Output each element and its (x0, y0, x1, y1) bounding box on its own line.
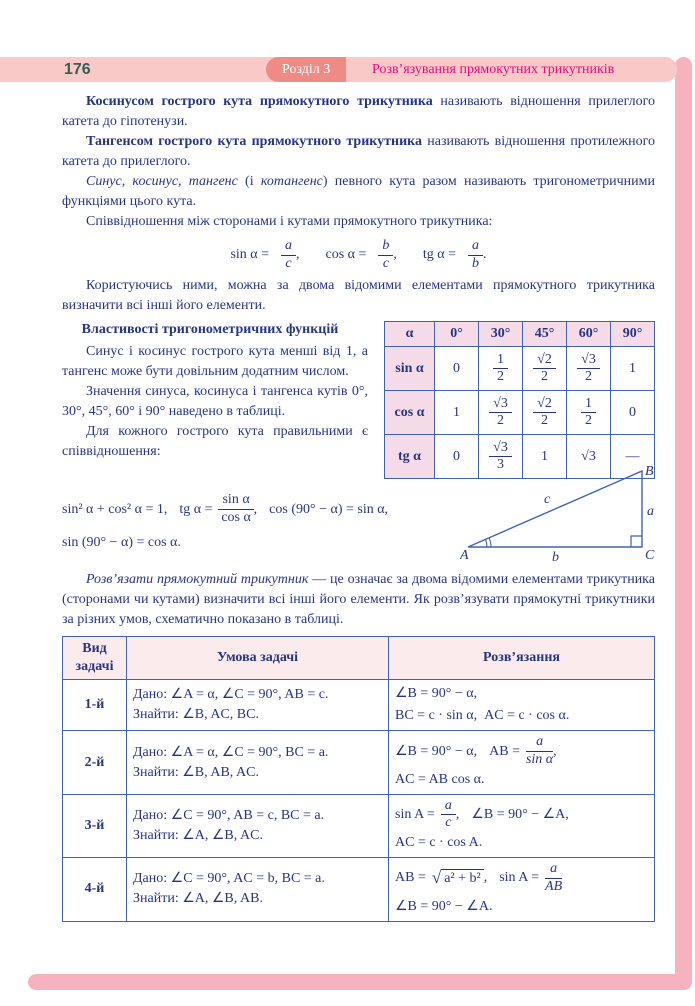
separator: , (455, 806, 460, 822)
solution-text: ∠B = 90° − α, (395, 686, 478, 702)
trig-header-cell: α (385, 322, 435, 347)
trig-row-label: tg α (385, 435, 435, 479)
trig-ratio-formulas (62, 239, 655, 271)
find-line: Знайти: ∠A, ∠B, AB. (133, 891, 263, 907)
solution-text: ∠B = 90° − ∠A. (395, 898, 493, 914)
trig-header-cell: 90° (611, 322, 655, 347)
side-label-b: b (552, 550, 559, 564)
trig-cell: 1 (611, 347, 655, 391)
side-label-a: a (647, 504, 654, 520)
trig-header-row (385, 322, 655, 347)
solution-text: AB = (395, 870, 426, 886)
task-row-4 (63, 858, 655, 921)
find-line: Знайти: ∠B, AC, BC. (133, 707, 259, 723)
identities-text (62, 483, 460, 559)
right-angle-mark (631, 536, 642, 547)
properties-paragraph-3: Для кожного гострого кута правильними є співвідношення: (62, 424, 368, 460)
solution-text: sin A = (395, 806, 435, 822)
given-line: Дано: ∠C = 90°, AC = b, BC = a. (133, 871, 325, 887)
two-column-section (62, 319, 655, 479)
solution-text: AC = c · cos A. (395, 835, 483, 851)
separator: , (253, 501, 258, 517)
identity-tg-lhs: tg α = (179, 501, 213, 517)
sin-formula-lhs: sin α = (230, 247, 270, 263)
page-number: 176 (64, 61, 91, 78)
separator: , (483, 870, 488, 886)
task-condition (127, 858, 389, 921)
identities-line-2 (62, 533, 460, 553)
trig-sin-row (385, 347, 655, 391)
trig-row-label: cos α (385, 391, 435, 435)
definition-term: Косинусом гострого кута прямокутного трикутника (86, 94, 433, 109)
solution-text: AC = AB cos α. (395, 771, 485, 787)
text: (і (237, 174, 261, 189)
chapter-title: Розв’язування прямокутних трикутників (372, 62, 615, 77)
radical-sign: √ (431, 868, 442, 888)
trig-values-table (384, 321, 655, 479)
identity-tg-fraction: $\frac{\text{sin α}}{\text{cos α}}$ (218, 493, 253, 525)
trig-cell: $\frac{√2}{2}$ (523, 391, 567, 435)
task-solution (389, 794, 655, 857)
paragraph-cosine-definition (62, 92, 655, 132)
cos-fraction: $\frac{b}{c}$ (378, 239, 393, 271)
vertex-label-C: C (645, 548, 655, 564)
page-header (0, 57, 677, 82)
given-line: Дано: ∠A = α, ∠C = 90°, BC = a. (133, 744, 329, 760)
tasks-header-row (63, 637, 655, 680)
solution-text: ∠B = 90° − ∠A, (471, 806, 569, 822)
triangle-figure-wrap (460, 463, 655, 570)
tasks-header-solution: Розв’язання (389, 637, 655, 680)
text: ) певного кута разом називають тригонометричними функціями цього кута. (62, 174, 655, 209)
page-bottom-bar (28, 974, 692, 990)
page-content (62, 92, 655, 922)
task-solution (389, 731, 655, 794)
find-line: Знайти: ∠B, AB, AC. (133, 764, 259, 780)
trig-cell: 0 (611, 391, 655, 435)
solution-text: AB = (489, 743, 520, 759)
trig-table-column (368, 319, 655, 479)
trig-cell: 1 (523, 435, 567, 479)
vertex-label-A: A (460, 548, 469, 564)
solution-fraction: $\frac{a}{c}$ (441, 799, 456, 831)
identity-cofunction-sin: sin (90° − α) = cos α. (62, 534, 181, 550)
term-italic: котангенс (260, 174, 323, 189)
paragraph-ratios-lead: Співвідношення між сторонами і кутами прямокутного трикутника: (86, 214, 493, 229)
trig-cell: $\frac{√3}{2}$ (479, 391, 523, 435)
trig-header-cell: 45° (523, 322, 567, 347)
side-label-c: c (544, 492, 551, 508)
cos-formula-lhs: cos α = (325, 247, 367, 263)
tg-fraction: $\frac{a}{b}$ (468, 239, 483, 271)
angle-arc-outer (489, 538, 491, 547)
task-kind: 2-й (63, 731, 127, 794)
properties-paragraph-1: Синус і косинус гострого кута менші від 1, а тангенс може бути довільним додатним числом. (62, 344, 368, 380)
solution-text: ∠B = 90° − α, (395, 743, 478, 759)
trig-header-cell: 30° (479, 322, 523, 347)
task-solution (389, 858, 655, 921)
find-line: Знайти: ∠A, ∠B, AC. (133, 827, 263, 843)
solve-text: — це означає за двома відомими елементами трикутника (сторонами чи кутами) визначити всі інші його елементи. Як розв’язувати прямокутні трикутники за різних умов, схематично показано в таблиці. (62, 572, 655, 628)
definition-text: називають відношення прилеглого катета до гіпотенузи. (62, 94, 655, 129)
separator: , (296, 247, 300, 263)
term-italic: Синус, косинус, тангенс (86, 174, 238, 189)
paragraph-tangent-definition (62, 132, 655, 172)
separator: , (553, 743, 557, 759)
solution-text: BC = c · sin α, AC = c · cos α. (395, 708, 570, 724)
solution-text: sin A = (499, 870, 540, 886)
solve-term-italic: Розв’язати прямокутний трикутник (86, 572, 309, 588)
task-kind: 1-й (63, 680, 127, 731)
trig-cell: 1 (435, 391, 479, 435)
definition-term: Тангенсом гострого кута прямокутного трикутника (86, 134, 423, 149)
square-root-expression: √ a² + b² (432, 869, 484, 887)
trig-header-cell: 0° (435, 322, 479, 347)
paragraph-using-ratios: Користуючись ними, можна за двома відомими елементами прямокутного трикутника визначити всі інші його елементи. (62, 278, 655, 314)
trig-cell: $\frac{√3}{2}$ (567, 347, 611, 391)
definition-text: називають відношення протилежного катета до прилеглого. (62, 134, 655, 169)
trig-cell: $\frac{√2}{2}$ (523, 347, 567, 391)
task-row-3 (63, 794, 655, 857)
trig-cell: $\frac{1}{2}$ (567, 391, 611, 435)
trig-cell: — (611, 435, 655, 479)
separator: , (393, 247, 397, 263)
triangle-outline (468, 471, 642, 547)
page-edge-bar (675, 57, 692, 987)
angle-arc-inner (485, 540, 487, 548)
properties-column (62, 319, 368, 479)
separator: . (483, 247, 487, 263)
right-triangle-figure (460, 463, 655, 563)
tasks-header-kind: Вид задачі (63, 637, 127, 680)
sin-fraction: $\frac{a}{c}$ (281, 239, 296, 271)
task-condition (127, 680, 389, 731)
identities-section (62, 464, 655, 570)
identities-line-1 (62, 493, 460, 525)
properties-paragraph-2: Значення синуса, косинуса і тангенса кутів 0°, 30°, 45°, 60° і 90° наведено в таблиці. (62, 384, 368, 420)
task-kind: 4-й (63, 858, 127, 921)
solution-fraction: $\frac{a}{AB}$ (545, 861, 563, 894)
trig-cell: $\frac{1}{2}$ (479, 347, 523, 391)
task-row-2 (63, 731, 655, 794)
given-line: Дано: ∠C = 90°, AB = c, BC = a. (133, 807, 325, 823)
trig-row-label: sin α (385, 347, 435, 391)
trig-cell: 0 (435, 347, 479, 391)
task-condition (127, 794, 389, 857)
task-kind: 3-й (63, 794, 127, 857)
solution-fraction: $\frac{a}{\text{sin α}}$ (525, 734, 554, 768)
paragraph-solve-triangle (62, 570, 655, 630)
chapter-badge: Розділ 3 (266, 57, 346, 82)
tg-formula-lhs: tg α = (422, 247, 457, 263)
identity-cofunction-cos: cos (90° − α) = sin α, (269, 501, 389, 517)
trig-header-cell: 60° (567, 322, 611, 347)
trig-cell: √3 (567, 435, 611, 479)
task-row-1 (63, 680, 655, 731)
trig-cell: 0 (435, 435, 479, 479)
task-condition (127, 731, 389, 794)
tasks-header-condition: Умова задачі (127, 637, 389, 680)
properties-heading: Властивості тригонометричних функцій (81, 322, 339, 338)
trig-cell: $\frac{√3}{3}$ (479, 435, 523, 479)
paragraph-trig-functions (62, 172, 655, 212)
vertex-label-B: B (645, 464, 654, 480)
task-solution (389, 680, 655, 731)
identity-pythagorean: sin² α + cos² α = 1, (62, 501, 168, 517)
given-line: Дано: ∠A = α, ∠C = 90°, AB = c. (133, 687, 329, 703)
trig-cos-row (385, 391, 655, 435)
solution-cases-table (62, 636, 655, 921)
